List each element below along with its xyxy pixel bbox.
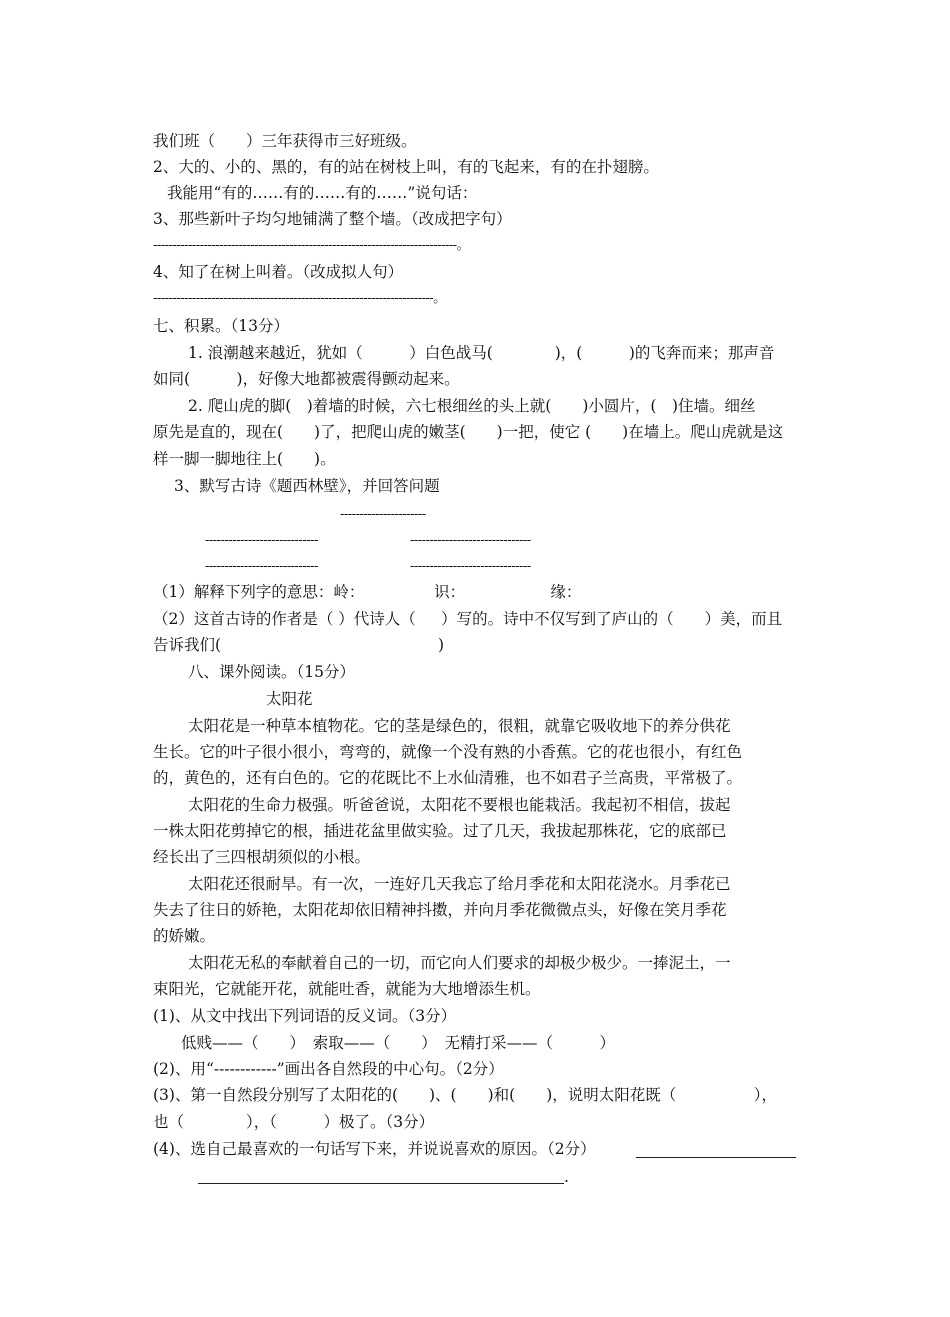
poem-line: ----------------------------- xyxy=(205,533,318,548)
question-3: 3、那些新叶子均匀地铺满了整个墙。（改成把字句） xyxy=(153,210,512,228)
text-line: （2）这首古诗的作者是（ ）代诗人（ ）写的。诗中不仅写到了庐山的（ ）美，而且 xyxy=(153,610,783,628)
passage-line: 太阳花无私的奉献着自己的一切，而它向人们要求的却极少极少。一捧泥土，一 xyxy=(188,954,731,972)
text-line: 也（ ），（ ）极了。（3分） xyxy=(153,1113,435,1131)
text-line: 如同( )，好像大地都被震得颤动起来。 xyxy=(153,370,460,388)
poem-line: ------------------------------- xyxy=(410,559,531,574)
question-4: 4、知了在树上叫着。（改成拟人句） xyxy=(153,263,404,281)
passage-line: 太阳花还很耐旱。有一次，一连好几天我忘了给月季花和太阳花浇水。月季花已 xyxy=(188,875,731,893)
text-line: 样一脚一脚地往上( )。 xyxy=(153,450,336,468)
answer-underline xyxy=(198,1183,564,1184)
poem-line: ------------------------------- xyxy=(410,533,531,548)
answer-dash-line: ------------------------------------------------------------------------------。 xyxy=(153,238,470,253)
section-7-heading: 七、积累。（13分） xyxy=(153,317,289,335)
text-line: 1. 浪潮越来越近，犹如（ ）白色战马( )，( )的飞奔而来；那声音 xyxy=(188,344,775,362)
passage-line: 束阳光，它就能开花，就能吐香，就能为大地增添生机。 xyxy=(153,980,541,998)
sub-question-4: (4)、选自己最喜欢的一句话写下来，并说说喜欢的原因。（2分） xyxy=(153,1140,596,1158)
poem-title-line: ---------------------- xyxy=(340,507,426,522)
text-line: （1）解释下列字的意思：岭： 识： 缘： xyxy=(153,583,582,601)
text-line: 原先是直的，现在( )了，把爬山虎的嫩茎( )一把，使它 ( )在墙上。爬山虎就是这 xyxy=(153,423,784,441)
answer-dash-line: ------------------------------------------------------------------------。 xyxy=(153,291,446,306)
passage-line: 太阳花的生命力极强。听爸爸说，太阳花不要根也能栽活。我起初不相信，拔起 xyxy=(188,796,731,814)
passage-line: 太阳花是一种草本植物花。它的茎是绿色的，很粗，就靠它吸收地下的养分供花 xyxy=(188,717,731,735)
text-line: 告诉我们( ) xyxy=(153,636,445,654)
text-line: 我能用“有的……有的……有的……”说句话： xyxy=(167,184,478,202)
sub-question-3: (3)、第一自然段分别写了太阳花的( )、( )和( )，说明太阳花既（ ）， xyxy=(153,1086,777,1104)
sub-question-2: (2)、用“------------”画出各自然段的中心句。（2分） xyxy=(153,1060,504,1078)
text-line: . xyxy=(564,1168,569,1186)
passage-line: 的，黄色的，还有白色的。它的花既比不上水仙清雅，也不如君子兰高贵，平常极了。 xyxy=(153,769,743,787)
passage-line: 生长。它的叶子很小很小，弯弯的，就像一个没有熟的小香蕉。它的花也很小，有红色 xyxy=(153,743,743,761)
passage-line: 经长出了三四根胡须似的小根。 xyxy=(153,848,371,866)
passage-line: 失去了往日的娇艳，太阳花却依旧精神抖擞，并向月季花微微点头，好像在笑月季花 xyxy=(153,901,727,919)
text-line: 我们班（ ）三年获得市三好班级。 xyxy=(153,132,417,150)
question-2: 2、大的、小的、黑的，有的站在树枝上叫，有的飞起来，有的在扑翅膀。 xyxy=(153,158,659,176)
passage-line: 一株太阳花剪掉它的根，插进花盆里做实验。过了几天，我拔起那株花，它的底部已 xyxy=(153,822,727,840)
passage-title: 太阳花 xyxy=(266,690,313,708)
text-line: 3、默写古诗《题西林壁》，并回答问题 xyxy=(174,477,440,495)
section-8-heading: 八、课外阅读。（15分） xyxy=(188,663,355,681)
text-line: 2. 爬山虎的脚( )着墙的时候，六七根细丝的头上就( )小圆片，( )住墙。细丝 xyxy=(188,397,756,415)
passage-line: 的娇嫩。 xyxy=(153,927,216,945)
poem-line: ----------------------------- xyxy=(205,559,318,574)
text-line: 低贱——（ ） 索取——（ ） 无精打采——（ ） xyxy=(181,1034,616,1052)
sub-question-1: (1)、从文中找出下列词语的反义词。（3分） xyxy=(153,1007,457,1025)
answer-underline xyxy=(636,1157,796,1158)
